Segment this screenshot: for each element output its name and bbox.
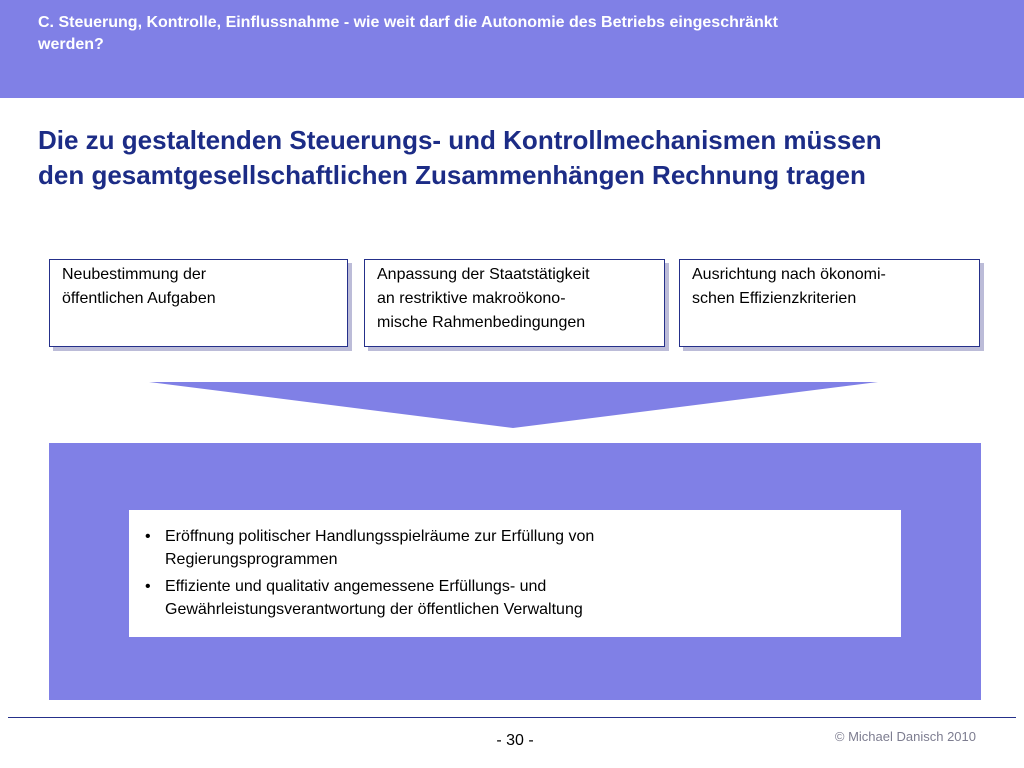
- footer-divider: [8, 717, 1016, 718]
- bullet-line: Gewährleistungsverantwortung der öffentlichen Verwaltung: [165, 601, 583, 618]
- box-line: schen Effizienzkriterien: [692, 290, 857, 307]
- slide-title: [38, 12, 1016, 56]
- slide-title-line-2: werden?: [38, 36, 104, 53]
- box-line: Neubestimmung der: [62, 266, 207, 283]
- bullet-line: Eröffnung politischer Handlungsspielräume zur Erfüllung von: [165, 528, 595, 545]
- page-number: - 30 -: [496, 732, 534, 749]
- slide-title-line-1: C. Steuerung, Kontrolle, Einflussnahme - wie weit darf die Autonomie des Betriebs eingeschränkt: [38, 14, 778, 31]
- box-public-tasks: [49, 259, 348, 347]
- bullet-icon: •: [145, 578, 151, 595]
- bullet-item: [137, 575, 901, 621]
- bullet-line: Effiziente und qualitativ angemessene Erfüllungs- und: [165, 578, 547, 595]
- box-state-adjustment: [364, 259, 665, 347]
- bullet-line: Regierungsprogrammen: [165, 551, 338, 568]
- box-line: öffentlichen Aufgaben: [62, 290, 216, 307]
- down-arrow-icon: [149, 382, 878, 428]
- subtitle-line-2: den gesamtgesellschaftlichen Zusammenhängen Rechnung tragen: [38, 160, 866, 190]
- result-box: [129, 510, 901, 637]
- box-line: an restriktive makroökono-: [377, 290, 566, 307]
- box-line: mische Rahmenbedingungen: [377, 314, 586, 331]
- bullet-item: [137, 525, 901, 571]
- subtitle-line-1: Die zu gestaltenden Steuerungs- und Kontrollmechanismen müssen: [38, 125, 882, 155]
- bullet-icon: •: [145, 528, 151, 545]
- copyright-notice: © Michael Danisch 2010: [834, 729, 976, 744]
- box-line: Ausrichtung nach ökonomi-: [692, 266, 886, 283]
- slide-subtitle: [38, 123, 998, 193]
- box-line: Anpassung der Staatstätigkeit: [377, 266, 590, 283]
- box-efficiency-criteria: [679, 259, 980, 347]
